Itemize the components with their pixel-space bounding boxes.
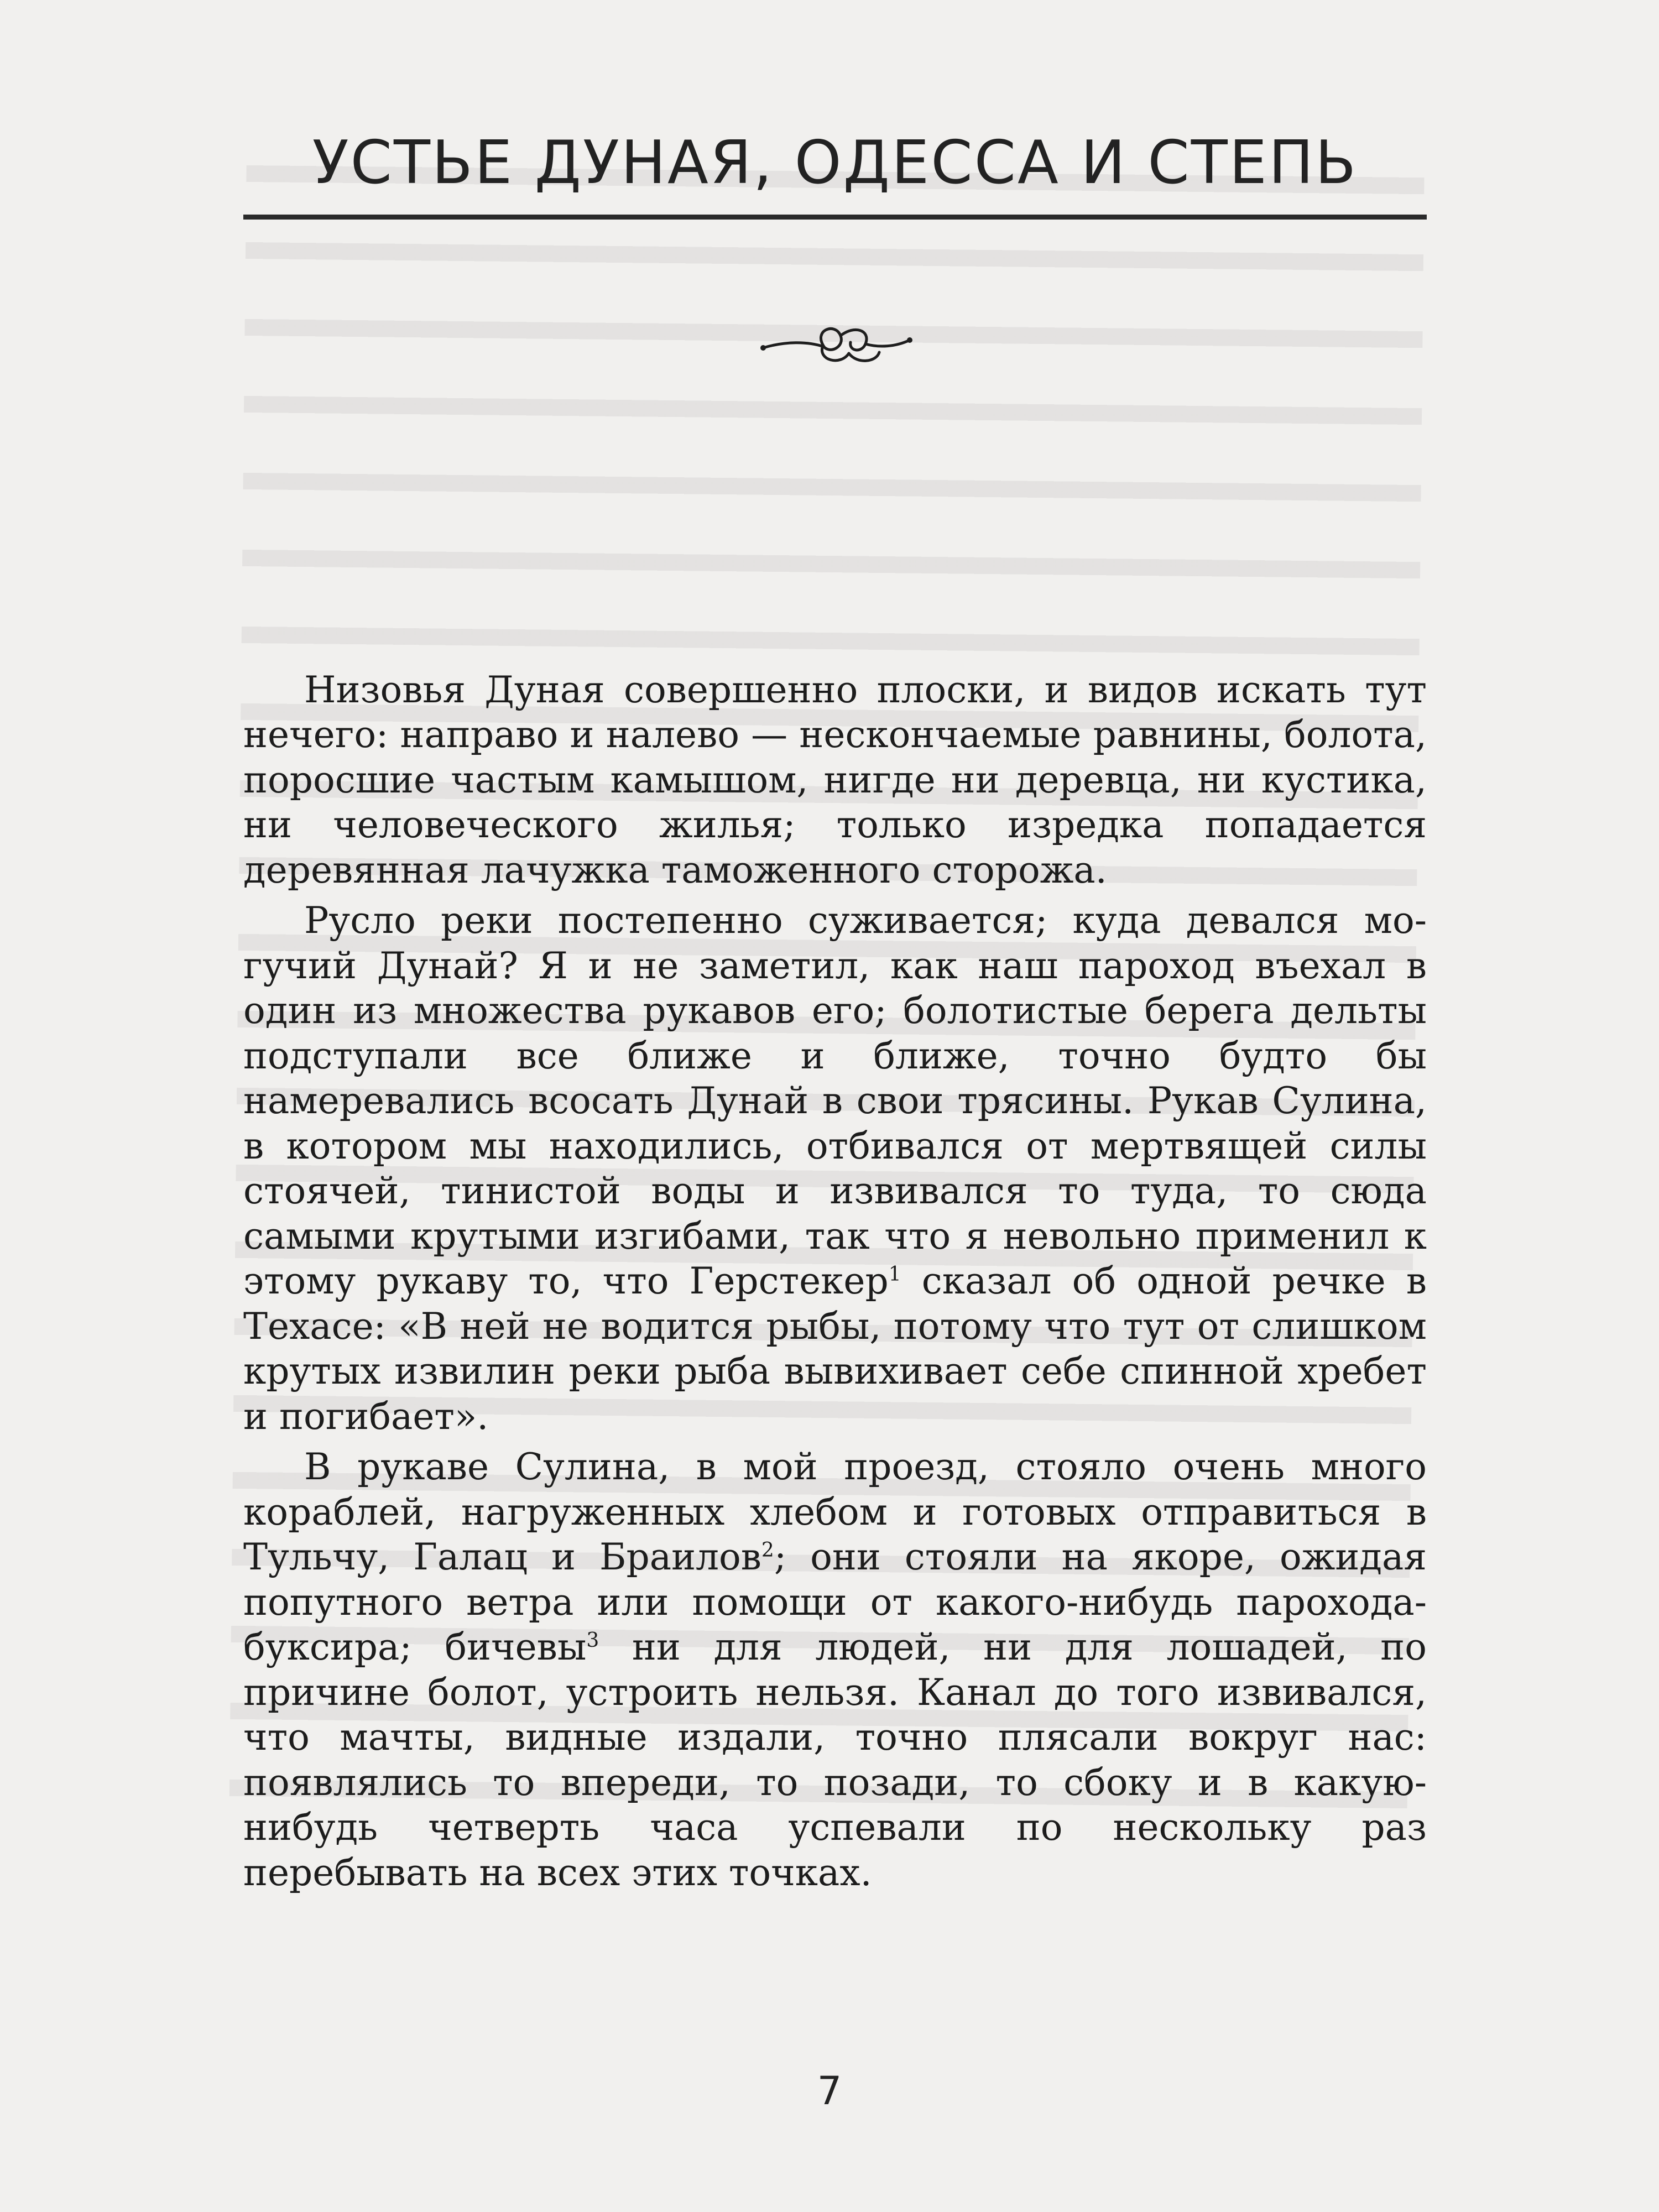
paragraph-2-text-cont: сказал об одной речке в Техасе: «В ней не водится рыбы, потому что тут от слишком крутых извилин реки рыба вывихивает себе спинной хребет и погибает».: [243, 1260, 1427, 1438]
title-rule: [243, 215, 1427, 220]
paragraph-3-text-cont2: ни для людей, ни для лошадей, по причине болот, устроить нельзя. Канал до того извивался, что мачты, видные издали, точно плясали вокруг нас: появлялись то впереди, то позади, то сбоку и в какую-нибудь четверть часа успевали по нескольку раз перебывать на всех этих точках.: [243, 1626, 1427, 1894]
paragraph-3: [243, 1444, 1427, 1895]
paragraph-2: [243, 898, 1427, 1439]
page-number: 7: [817, 2068, 842, 2114]
footnote-ref-1[interactable]: 1: [888, 1263, 901, 1286]
flourish-ornament-icon: [752, 314, 918, 374]
paragraph-3-text-cont: ; они стояли на якоре, ожидая попутного ветра или помощи от какого-нибудь парохода-буксира; бичевы: [243, 1536, 1427, 1669]
paragraph-1: [243, 667, 1427, 893]
chapter-title: УСТЬЕ ДУНАЯ, ОДЕССА И СТЕПЬ: [312, 128, 1358, 197]
paragraph-1-text: Низовья Дуная совершенно плоски, и видов искать тут нечего: направо и налево — нескончаемые равнины, болота, поросшие частым камышом, нигде ни деревца, ни кустика, ни человеческого жилья; только изредка попадается деревянная лачужка таможенного сторожа.: [243, 668, 1427, 891]
paragraph-2-text: Русло реки постепенно суживается; куда девался могучий Дунай? Я и не заметил, как наш пароход въехал в один из множества рукавов его; болотистые берега дельты подступали все ближе и ближе, точно будто бы намеревались всосать Дунай в свои трясины. Рукав Сулина, в котором мы находились, отбивался от мертвящей силы стоячей, тинистой воды и извивался то туда, то сюда самыми крутыми изгибами, так что я невольно применил к этому рукаву то, что Герстекер: [243, 899, 1427, 1303]
footnote-ref-3[interactable]: 3: [586, 1629, 599, 1652]
paragraph-3-text: В рукаве Сулина, в мой проезд, стояло очень много кораблей, нагруженных хлебом и готовых отправиться в Тульчу, Галац и Браилов: [243, 1446, 1427, 1579]
body-text: [243, 667, 1427, 1896]
footnote-ref-2[interactable]: 2: [761, 1539, 774, 1562]
book-page: [243, 127, 1427, 1901]
